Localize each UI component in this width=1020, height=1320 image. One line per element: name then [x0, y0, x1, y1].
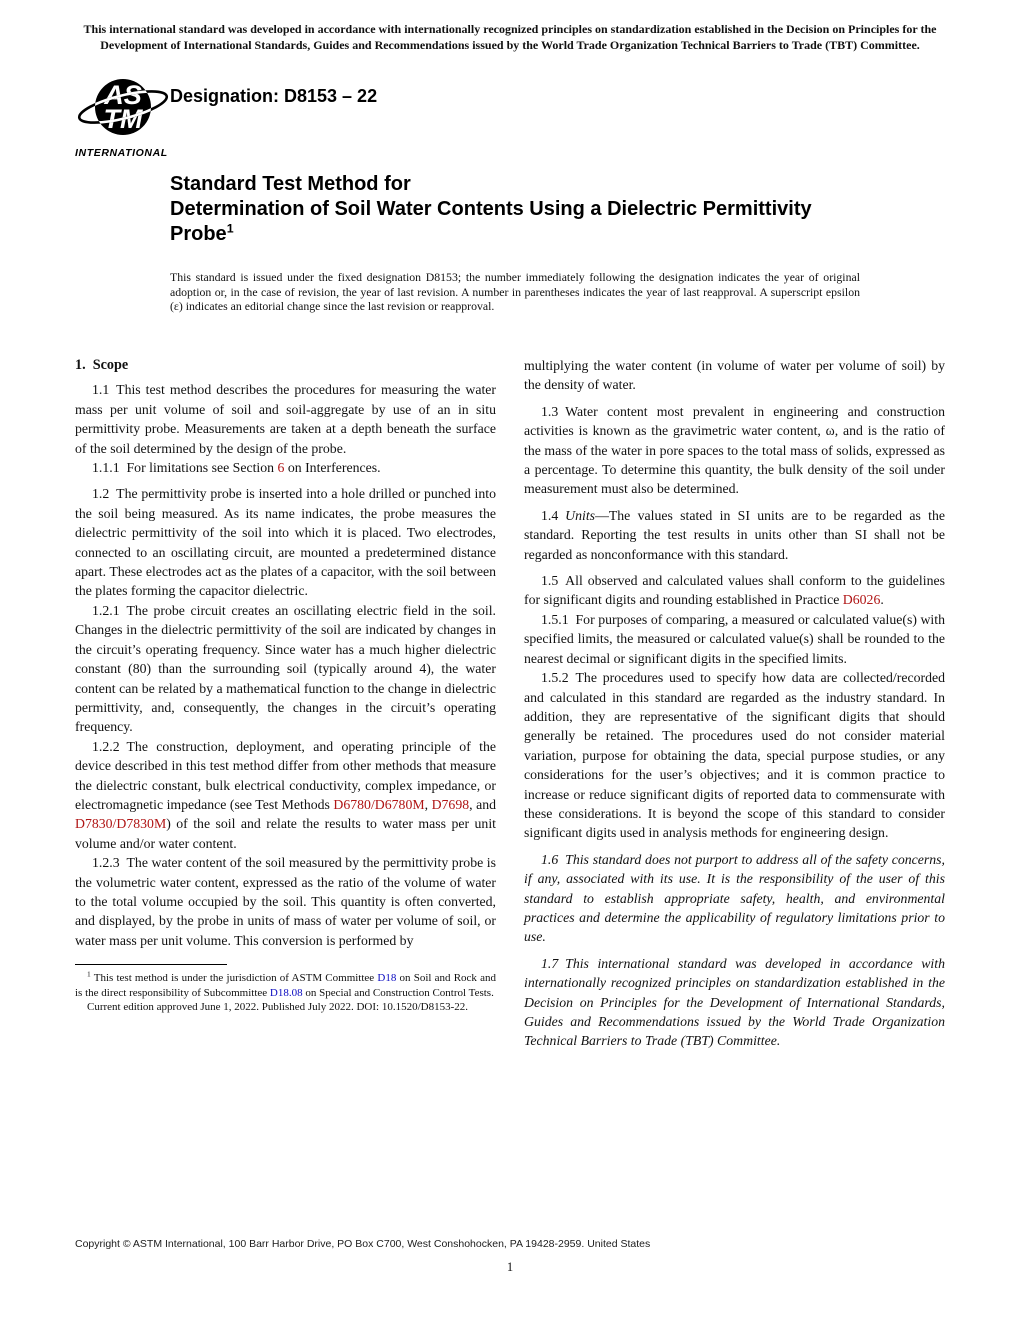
designation-label: Designation: D8153 – 22: [170, 86, 378, 106]
text-segment: on Special and Construction Control Tests.: [302, 986, 494, 999]
text-segment: 1.3 Water content most prevalent in engineering and construction activities is known as the gravimetric water content, ω, and is the ratio of the mass of the water in pore spaces to the total mass of solids, expressed as a percentage. To determine this quantity, the bulk density of the soil under measurement must also be determined.: [524, 403, 945, 497]
logo-international-label: INTERNATIONAL: [75, 147, 168, 159]
page-title: [170, 197, 870, 247]
text-segment: ,: [424, 796, 432, 812]
reference-link[interactable]: D6780/D6780M: [333, 796, 425, 812]
text-segment: , and: [469, 796, 496, 812]
paragraph-1-5: [524, 571, 945, 610]
text-segment: Current edition approved June 1, 2022. Published July 2022. DOI: 10.1520/D8153-22.: [87, 1001, 468, 1014]
reference-link[interactable]: D18: [377, 972, 397, 985]
paragraph-1-1-1: [75, 458, 496, 477]
text-segment: 1.7 This international standard was developed in accordance with internationally recognized principles on standardization established in the Decision on Principles for the Development of International Standards, Guides and Recommendations issued by the World Trade Organization Technical Barriers to Trade (TBT) Committee.: [524, 955, 945, 1049]
text-segment: 1.2.2 The construction, deployment, and operating principle of the device described in this test method differ from other methods that measure the dielectric constant, bulk electrical conductivity, complex impedance, or electromagnetic impedance (see Test Methods: [75, 738, 496, 812]
paragraph-1-4: [524, 506, 945, 564]
text-segment: 1.5 All observed and calculated values shall conform to the guidelines for significant digits and rounding established in Practice: [524, 573, 945, 608]
text-segment: 1.6 This standard does not purport to address all of the safety concerns, if any, associated with its use. It is the responsibility of the user of this standard to establish appropriate safety, health, and environmental practices and determine the applicability of regulatory limitations prior to use.: [524, 851, 945, 945]
text-segment: .: [880, 592, 884, 608]
text-segment: 1.1 This test method describes the procedures for measuring the water mass per unit volume of soil and soil-aggregate by use of an in situ permittivity probe. Measurements are taken at a depth beneath the surface of the soil determined by the design of the probe.: [75, 382, 496, 456]
text-segment: 1.5.1 For purposes of comparing, a measured or calculated value(s) with specified limits, the measured or calculated value(s) shall be rounded to the nearest decimal or significant digits in the specified limits.: [524, 611, 945, 666]
paragraph-1-2-3-continued: [524, 356, 945, 395]
text-segment: 1.5.2 The procedures used to specify how data are collected/recorded and calculated in this standard are regarded as the industry standard. In addition, they are representative of the significant digits that should generally be retained. The procedures used do not consider material variation, purpose for obtaining the data, special purpose studies, or any considerations for the user’s objectives; and it is common practice to increase or reduce significant digits of reported data to commensurate with these considerations. It is beyond the scope of this standard to consider significant digits used in analysis methods for engineering design.: [524, 670, 945, 841]
paragraph-1-2: [75, 484, 496, 600]
footnote-edition: [75, 1000, 496, 1015]
text-segment: 1.2.1 The probe circuit creates an oscillating electric field in the soil. Changes in the dielectric permittivity of the soil are indicated by changes in the circuit’s operating frequency. Since water has a much higher dielectric constant (80) than the surrounding soil (typically around 4), the water content can be related by a mathematical function to the change in dielectric permittivity, and, consequently, the changes in the circuit’s operating frequency.: [75, 602, 496, 735]
issued-note: This standard is issued under the fixed designation D8153; the number immediately following the designation indicates the year of original adoption or, in the case of revision, the year of last revision. A number in parentheses indicates the year of last reapproval. A superscript epsilon (ε) indicates an editorial change since the last revision or reapproval.: [170, 270, 860, 314]
paragraph-1-2-1: [75, 601, 496, 737]
paragraph-1-1: [75, 380, 496, 458]
wto-tbt-notice: This international standard was developed in accordance with internationally recognized principles on standardization established in the Decision on Principles for the Development of International Standards, Guides and Recommendations issued by the World Trade Organization Technical Barriers to Trade (TBT) Committee.: [83, 22, 937, 52]
title-footnote-marker: 1: [226, 221, 234, 236]
body-columns: [75, 356, 945, 1051]
text-segment: on Soil and Rock and is the direct responsibility of Subcommittee: [75, 972, 496, 999]
text-segment: 1: [87, 969, 91, 979]
reference-link[interactable]: D7830/D7830M: [75, 816, 167, 832]
reference-link[interactable]: D7698: [431, 796, 470, 812]
footnote-block: [75, 964, 496, 1015]
reference-link[interactable]: D6026: [842, 592, 881, 608]
paragraph-1-3: [524, 402, 945, 499]
text-segment: —The values stated in SI units are to be regarded as the standard. Reporting the test results in units other than SI shall not be regarded as nonconformance with this standard.: [524, 507, 945, 562]
title-main-text: Determination of Soil Water Contents Using a Dielectric Permittivity Probe: [170, 198, 812, 245]
text-segment: multiplying the water content (in volume of water per volume of soil) by the density of water.: [524, 358, 945, 393]
footnote-jurisdiction: [75, 971, 496, 1000]
right-column: [524, 356, 945, 1051]
footnote-rule: [75, 964, 227, 965]
scope-heading: 1. Scope: [75, 357, 129, 373]
text-segment: on Interferences.: [284, 460, 381, 476]
text-segment: 1.1.1 For limitations see Section: [92, 460, 278, 476]
text-segment: Units: [565, 507, 596, 523]
left-column: [75, 356, 496, 1051]
text-segment: ) of the soil and relate the results to water mass per unit volume and/or water content.: [75, 816, 496, 851]
paragraph-1-6: [524, 850, 945, 947]
paragraph-1-2-3: [75, 853, 496, 950]
title-kicker: Standard Test Method for: [170, 173, 411, 195]
text-segment: 1.2 The permittivity probe is inserted into a hole drilled or punched into the soil being measured. As its name indicates, the probe measures the dielectric permittivity of the soil into which it is placed. Two electrodes, connected to an oscillating circuit, are mounted a predetermined distance apart. These electrodes act as the plates of a capacitor, with the soil between the plates forming the capacitor dielectric.: [75, 486, 496, 599]
reference-link[interactable]: D18.08: [269, 986, 303, 999]
copyright-line: Copyright © ASTM International, 100 Barr Harbor Drive, PO Box C700, West Conshohocken, PA 19428-2959. United States: [75, 1238, 651, 1250]
text-segment: 1.2.3 The water content of the soil measured by the permittivity probe is the volumetric water content, expressed as the ratio of the volume of water to the total volume occupied by the soil. This quantity is often converted, and displayed, by the probe in units of mass of water per volume of soil, or water mass per unit volume. This conversion is performed by: [75, 855, 496, 948]
paragraph-1-7: [524, 954, 945, 1051]
astm-logo: [75, 74, 175, 159]
paragraph-1-5-1: [524, 610, 945, 668]
astm-globe-icon: [75, 74, 169, 146]
paragraph-1-5-2: [524, 668, 945, 843]
text-segment: This test method is under the jurisdiction of ASTM Committee: [90, 972, 378, 985]
text-segment: 1.4: [541, 507, 566, 523]
reference-link[interactable]: 6: [277, 460, 285, 476]
logo-monogram-bottom: TM: [103, 104, 143, 134]
logo-monogram-top: AS: [104, 80, 142, 110]
paragraph-1-2-2: [75, 737, 496, 853]
page-number: 1: [506, 1260, 514, 1274]
title-block: [170, 172, 870, 247]
